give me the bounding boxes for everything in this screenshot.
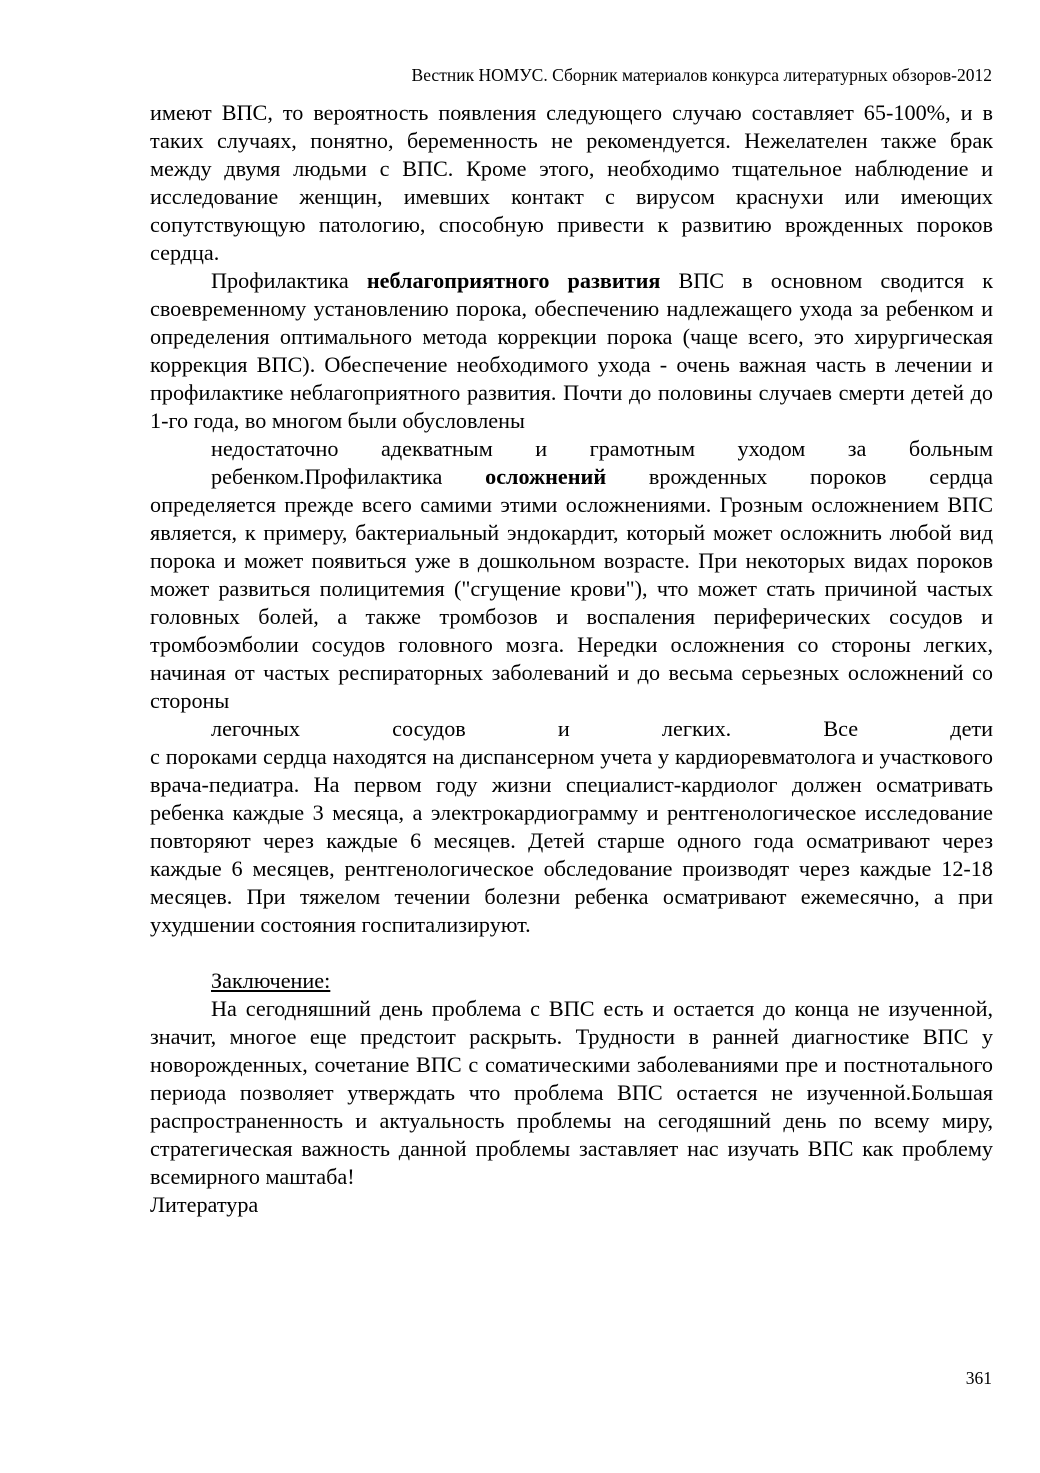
paragraph-2: [150, 267, 993, 743]
bold-term-unfavorable-development: неблагоприятного развития: [366, 268, 661, 293]
paragraph-2-lead: Профилактика: [211, 268, 367, 293]
paragraph-1: имеют ВПС, то вероятность появления следующего случаю составляет 65-100%, и в таких случаях, понятно, беременность не рекомендуется. Нежелателен также брак между двумя людьми с ВПС. Кроме этого, необходимо тщательное наблюдение и исследование женщин, имевших контакт с вирусом краснухи или имеющих сопутствующую патологию, способную привести к развитию врожденных пороков сердца.: [150, 100, 993, 265]
paragraph-2-tail-a: ребенком.Профилактика: [211, 464, 486, 489]
conclusion-heading: Заключение:: [211, 968, 331, 993]
paragraph-2-last-line: [150, 715, 993, 743]
paragraph-2-line-end: недостаточно адекватным и грамотным уходом за больным: [211, 436, 993, 461]
running-header: Вестник НОМУС. Сборник материалов конкурса литературных обзоров-2012: [411, 65, 992, 85]
paragraph-2-last-b: Все дети: [823, 716, 993, 741]
paragraph-2-line-complications: [150, 463, 993, 491]
paragraph-2-body: ВПС в основном сводится к своевременному установлению порока, обеспечению надлежащего ухода за ребенком и определения оптимального метода коррекции порока (чаще всего, это хирургическая коррекция ВПС). Обеспечение необходимого ухода - очень важная часть в лечении и профилактике неблагоприятного развития. Почти до половины случаев смерти детей до 1-го года, во многом были обусловлены: [150, 268, 994, 433]
paragraph-4: На сегодняшний день проблема с ВПС есть и остается до конца не изученной, значит, многое еще предстоит раскрыть. Трудности в ранней диагностике ВПС у новорожденных, сочетание ВПС с соматическими заболеваниями пре и постнотального периода позволяет утверждать что проблема ВПС остается не изученной.Большая распространенность и актуальность проблемы на сегодяшний день по всему миру, стратегическая важность данной проблемы заставляет нас изучать ВПС как проблему всемирного маштаба!: [150, 996, 993, 1189]
paragraph-3: с пороками сердца находятся на диспансерном учета у кардиоревматолога и участкового врача-педиатра. На первом году жизни специалист-кардиолог должен осматривать ребенка каждые 3 месяца, а электрокардиограмму и рентгенологическое исследование повторяют через каждые 6 месяцев. Детей старше одного года осматривают через каждые 6 месяцев, рентгенологическое обследование производят через каждые 12-18 месяцев. При тяжелом течении болезни ребенка осматривают ежемесячно, а при ухудшении состояния госпитализируют.: [150, 744, 993, 937]
article-body: [150, 99, 993, 1219]
paragraph-2-tail-b: врожденных пороков сердца: [606, 464, 993, 489]
paragraph-2-last-a: легочных сосудов и легких.: [211, 716, 732, 741]
blank-line: [150, 939, 993, 967]
bold-term-complications: осложнений: [485, 464, 607, 489]
references-heading: Литература: [150, 1192, 259, 1217]
page-number: 361: [965, 1368, 992, 1388]
paragraph-2-rest: определяется прежде всего самими этими осложнениями. Грозным осложнением ВПС является, к примеру, бактериальный эндокардит, который может осложнить любой вид порока и может появиться уже в дошкольном возрасте. При некоторых видах пороков может развиться полицитемия ("сгущение крови"), что может стать причиной частых головных болей, а также тромбозов и воспаления периферических сосудов и тромбоэмболии сосудов головного мозга. Нередки осложнения со стороны легких, начиная от частых респираторных заболеваний и до весьма серьезных осложнений со стороны: [150, 492, 993, 713]
